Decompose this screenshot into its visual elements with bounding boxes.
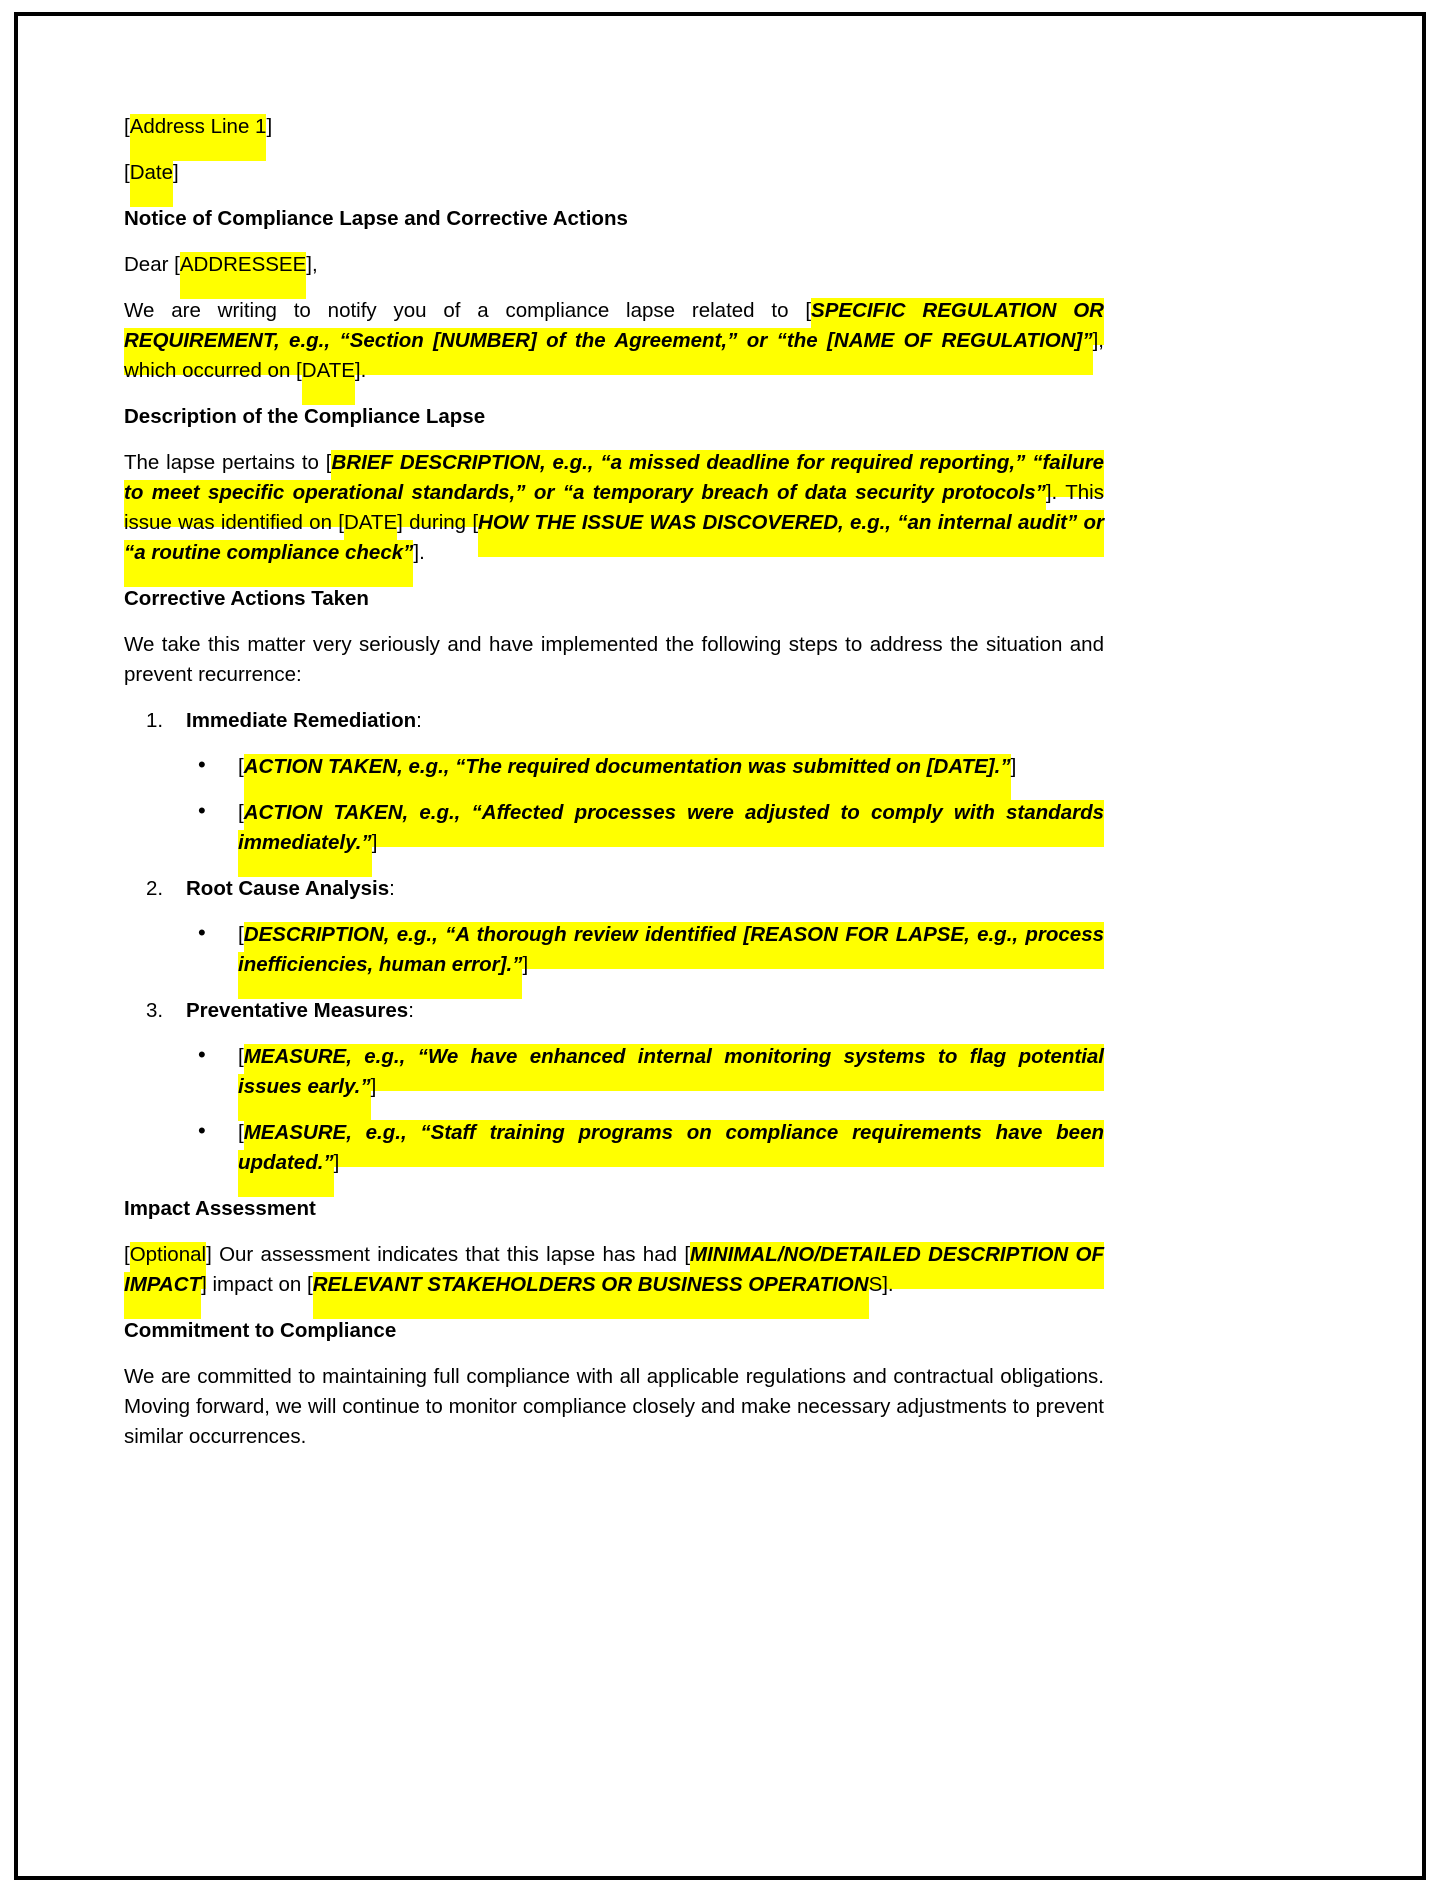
identified-date-placeholder: DATE: [344, 510, 397, 557]
document-page: [14, 12, 1426, 1880]
salutation-suffix: ],: [306, 253, 318, 276]
list-item: [124, 874, 1104, 980]
bracket-close: ]: [370, 1075, 377, 1098]
bracket-close: ]: [333, 1151, 340, 1174]
bracket-open: [: [238, 801, 244, 824]
list-item: [124, 996, 1104, 1178]
regulation-placeholder: SPECIFIC REGULATION OR REQUIREMENT, e.g., “Section [NUMBER] of the Agreement,” or “the [NAME OF REGULATION]”: [124, 298, 1104, 375]
heading-commitment-to-compliance: Commitment to Compliance: [124, 1319, 397, 1342]
list-item: [186, 1042, 1104, 1102]
list-item-number: [146, 874, 163, 904]
description-text-middle-2: ] during [: [397, 511, 479, 534]
impact-description-placeholder: MINIMAL/NO/DETAILED DESCRIPTION OF IMPACT: [124, 1242, 1104, 1319]
bracket-open: [: [124, 1243, 130, 1266]
measure-placeholder: MEASURE, e.g., “We have enhanced internal monitoring systems to flag potential issues early.”: [238, 1044, 1104, 1121]
document-title: Notice of Compliance Lapse and Corrective Actions: [124, 207, 628, 230]
description-text-middle: ]. This issue was identified on [: [124, 481, 1104, 534]
bracket-open: [: [238, 1121, 244, 1144]
bracket-close: ]: [173, 161, 179, 184]
list-item-colon: :: [389, 877, 395, 900]
bracket-open: [: [124, 115, 130, 138]
measure-placeholder: MEASURE, e.g., “Staff training programs on compliance requirements have been updated.”: [238, 1120, 1104, 1197]
bracket-close: ]: [1010, 755, 1017, 778]
list-item: [186, 798, 1104, 858]
list-item: [186, 920, 1104, 980]
intro-text-middle: ], which occurred on [: [124, 329, 1104, 382]
impact-text-middle: ] impact on [: [201, 1273, 313, 1296]
impact-text-after: S].: [868, 1273, 894, 1296]
list-item-title: Root Cause Analysis: [186, 877, 390, 900]
stakeholders-placeholder: RELEVANT STAKEHOLDERS OR BUSINESS OPERATION: [313, 1272, 869, 1319]
commitment-paragraph: We are committed to maintaining full compliance with all applicable regulations and contractual obligations. Moving forward, we will continue to monitor compliance closely and make necessary adjustments to prevent similar occurrences.: [124, 1365, 1104, 1448]
list-item-number: [146, 996, 163, 1026]
description-text-after: ].: [413, 541, 425, 564]
heading-impact-assessment: Impact Assessment: [124, 1197, 316, 1220]
action-taken-placeholder: ACTION TAKEN, e.g., “Affected processes were adjusted to comply with standards immediately.”: [238, 800, 1104, 877]
list-item-colon: :: [416, 709, 422, 732]
bracket-close: ]: [371, 831, 378, 854]
action-taken-placeholder: ACTION TAKEN, e.g., “The required documentation was submitted on [DATE].”: [244, 754, 1011, 801]
bracket-close: ]: [266, 115, 273, 138]
description-paragraph: [124, 448, 1104, 568]
salutation-prefix: Dear [: [124, 253, 180, 276]
date-line-paragraph: [124, 158, 1104, 188]
intro-text-before: We are writing to notify you of a compliance lapse related to [: [124, 299, 812, 322]
bracket-close: ]: [522, 953, 529, 976]
discovery-method-placeholder: HOW THE ISSUE WAS DISCOVERED, e.g., “an internal audit” or “a routine compliance check”: [124, 510, 1104, 587]
corrective-actions-list: [124, 706, 1104, 1178]
list-item-title: Immediate Remediation: [186, 709, 417, 732]
heading-description-of-lapse: Description of the Compliance Lapse: [124, 405, 486, 428]
bracket-open: [: [238, 755, 244, 778]
sub-bullet-list: [186, 920, 1104, 980]
sub-bullet-list: [186, 1042, 1104, 1178]
sub-bullet-list: [186, 752, 1104, 858]
list-item-colon: :: [408, 999, 414, 1022]
list-item-title: Preventative Measures: [186, 999, 409, 1022]
corrective-actions-intro: We take this matter very seriously and have implemented the following steps to address the situation and prevent recurrence:: [124, 633, 1104, 686]
intro-paragraph: [124, 296, 1104, 386]
impact-paragraph: [124, 1240, 1104, 1300]
addressee-placeholder: ADDRESSEE: [180, 252, 306, 299]
date-placeholder: DATE: [302, 358, 355, 405]
list-item-number: [146, 706, 163, 736]
description-text-before: The lapse pertains to [: [124, 451, 332, 474]
list-item: [186, 1118, 1104, 1178]
salutation-paragraph: [124, 250, 1104, 280]
impact-text-before: ] Our assessment indicates that this lapse has had [: [206, 1243, 691, 1266]
bracket-open: [: [238, 1045, 244, 1068]
bracket-open: [: [124, 161, 130, 184]
address-line-placeholder: Address Line 1: [130, 114, 267, 161]
heading-corrective-actions: Corrective Actions Taken: [124, 587, 369, 610]
root-cause-placeholder: DESCRIPTION, e.g., “A thorough review identified [REASON FOR LAPSE, e.g., process inefficiencies, human error].”: [238, 922, 1104, 999]
intro-text-after: ].: [354, 359, 367, 382]
document-body: [124, 112, 1104, 1452]
date-line-placeholder: Date: [130, 160, 173, 207]
list-item: [124, 706, 1104, 858]
bracket-open: [: [238, 923, 244, 946]
address-line-paragraph: [124, 112, 1104, 142]
optional-placeholder: Optional: [130, 1242, 206, 1289]
brief-description-placeholder: BRIEF DESCRIPTION, e.g., “a missed deadline for required reporting,” “failure to meet specific operational standards,” or “a temporary breach of data security protocols”: [124, 450, 1104, 527]
list-item: [186, 752, 1104, 782]
